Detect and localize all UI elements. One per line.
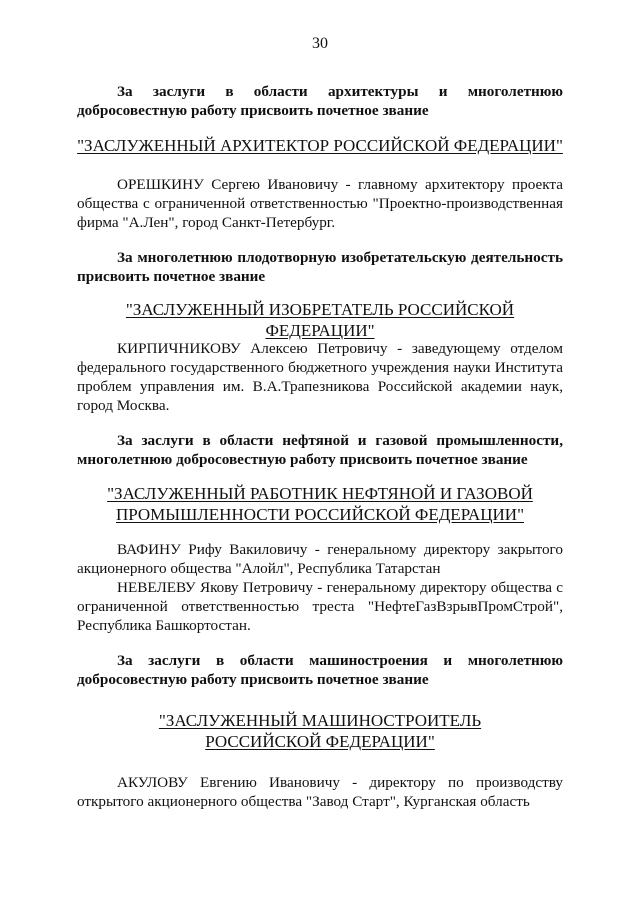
recipient-entry: ВАФИНУ Рифу Вакиловичу - генеральному директору закрытого акционерного общества "Алойл", Республика Татарстан (77, 541, 563, 577)
award-intro-inventor: За многолетнюю плодотворную изобретательскую деятельность присвоить почетное звание (77, 249, 563, 285)
award-title-line: "ЗАСЛУЖЕННЫЙ РАБОТНИК НЕФТЯНОЙ И ГАЗОВОЙ (107, 484, 533, 503)
award-title-line: "ЗАСЛУЖЕННЫЙ ИЗОБРЕТАТЕЛЬ РОССИЙСКОЙ ФЕДЕРАЦИИ" (125, 300, 515, 340)
page-number: 30 (312, 35, 328, 52)
award-title-line: "ЗАСЛУЖЕННЫЙ АРХИТЕКТОР РОССИЙСКОЙ ФЕДЕРАЦИИ" (77, 136, 563, 155)
award-title-architect (77, 135, 563, 156)
recipient-entry: ОРЕШКИНУ Сергею Ивановичу - главному архитектору проекта общества с ограниченной ответственностью "Проектно-производственная фирма "А.Лен", город Санкт-Петербург. (77, 176, 563, 231)
recipient-list (77, 540, 563, 635)
award-title-line: РОССИЙСКОЙ ФЕДЕРАЦИИ" (205, 732, 435, 751)
award-title-machine-builder (77, 710, 563, 752)
recipient-entry: АКУЛОВУ Евгению Ивановичу - директору по производству открытого акционерного общества "Завод Старт", Курганская область (77, 774, 563, 810)
award-title-inventor (77, 299, 563, 341)
award-title-oil-gas (77, 483, 563, 525)
award-title-line: "ЗАСЛУЖЕННЫЙ МАШИНОСТРОИТЕЛЬ (158, 711, 482, 730)
award-intro-architect: За заслуги в области архитектуры и многолетнюю добросовестную работу присвоить почетное звание (77, 83, 563, 119)
recipient-entry: КИРПИЧНИКОВУ Алексею Петровичу - заведующему отделом федерального государственного бюджетного учреждения науки Института проблем управления им. В.А.Трапезникова Российской академии наук, город Москва. (77, 340, 563, 414)
award-title-line: ПРОМЫШЛЕННОСТИ РОССИЙСКОЙ ФЕДЕРАЦИИ" (115, 505, 525, 524)
award-intro-oil-gas: За заслуги в области нефтяной и газовой промышленности, многолетнюю добросовестную работу присвоить почетное звание (77, 432, 563, 468)
recipient-entry: НЕВЕЛЕВУ Якову Петровичу - генеральному директору общества с ограниченной ответственностью треста "НефтеГазВзрывПромСтрой", Республика Башкортостан. (77, 579, 563, 634)
award-intro-machine-builder: За заслуги в области машиностроения и многолетнюю добросовестную работу присвоить почетное звание (77, 652, 563, 688)
